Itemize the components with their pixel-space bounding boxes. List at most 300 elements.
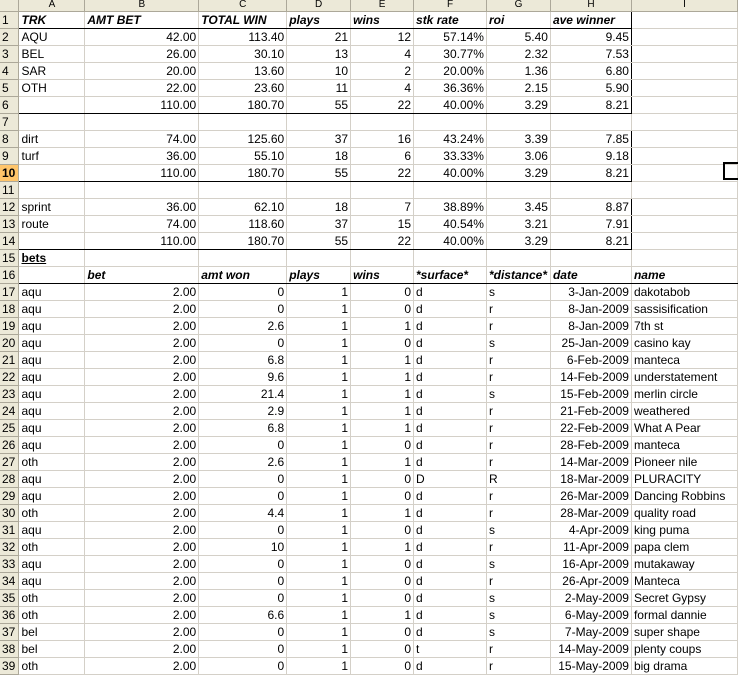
cell-i32[interactable]: papa clem: [631, 538, 737, 555]
cell-e23[interactable]: 1: [351, 385, 414, 402]
cell-f18[interactable]: d: [414, 300, 487, 317]
cell-d7[interactable]: [287, 113, 351, 130]
cell-f1[interactable]: stk rate: [414, 11, 487, 28]
cell-h38[interactable]: 14-May-2009: [550, 640, 631, 657]
cell-d4[interactable]: 10: [287, 62, 351, 79]
cell-b11[interactable]: [85, 181, 199, 198]
cell-f26[interactable]: d: [414, 436, 487, 453]
row-header-29[interactable]: 29: [0, 487, 19, 504]
column-header-b[interactable]: B: [85, 0, 199, 11]
cell-c15[interactable]: [199, 249, 287, 266]
cell-a26[interactable]: aqu: [19, 436, 85, 453]
cell-b33[interactable]: 2.00: [85, 555, 199, 572]
cell-a33[interactable]: aqu: [19, 555, 85, 572]
cell-i21[interactable]: manteca: [631, 351, 737, 368]
cell-h2[interactable]: 9.45: [550, 28, 631, 45]
cell-d6[interactable]: 55: [287, 96, 351, 113]
cell-f32[interactable]: d: [414, 538, 487, 555]
cell-h9[interactable]: 9.18: [550, 147, 631, 164]
cell-i20[interactable]: casino kay: [631, 334, 737, 351]
cell-h12[interactable]: 8.87: [550, 198, 631, 215]
cell-b23[interactable]: 2.00: [85, 385, 199, 402]
cell-b1[interactable]: AMT BET: [85, 11, 199, 28]
cell-c10[interactable]: 180.70: [199, 164, 287, 181]
cell-c12[interactable]: 62.10: [199, 198, 287, 215]
cell-f36[interactable]: d: [414, 606, 487, 623]
cell-d29[interactable]: 1: [287, 487, 351, 504]
row-header-31[interactable]: 31: [0, 521, 19, 538]
row-header-15[interactable]: 15: [0, 249, 19, 266]
cell-i1[interactable]: [631, 11, 737, 28]
cell-g6[interactable]: 3.29: [486, 96, 550, 113]
cell-g23[interactable]: s: [486, 385, 550, 402]
cell-b24[interactable]: 2.00: [85, 402, 199, 419]
cell-a6[interactable]: [19, 96, 85, 113]
row-header-36[interactable]: 36: [0, 606, 19, 623]
cell-d32[interactable]: 1: [287, 538, 351, 555]
cell-e13[interactable]: 15: [351, 215, 414, 232]
cell-a35[interactable]: oth: [19, 589, 85, 606]
cell-d12[interactable]: 18: [287, 198, 351, 215]
cell-b6[interactable]: 110.00: [85, 96, 199, 113]
cell-a36[interactable]: oth: [19, 606, 85, 623]
cell-c39[interactable]: 0: [199, 657, 287, 674]
cell-i18[interactable]: sassisification: [631, 300, 737, 317]
cell-g26[interactable]: r: [486, 436, 550, 453]
cell-d8[interactable]: 37: [287, 130, 351, 147]
column-header-d[interactable]: D: [287, 0, 351, 11]
cell-c37[interactable]: 0: [199, 623, 287, 640]
cell-f7[interactable]: [414, 113, 487, 130]
cell-e24[interactable]: 1: [351, 402, 414, 419]
row-header-24[interactable]: 24: [0, 402, 19, 419]
cell-e28[interactable]: 0: [351, 470, 414, 487]
row-header-22[interactable]: 22: [0, 368, 19, 385]
cell-c2[interactable]: 113.40: [199, 28, 287, 45]
cell-d38[interactable]: 1: [287, 640, 351, 657]
cell-f12[interactable]: 38.89%: [414, 198, 487, 215]
cell-f19[interactable]: d: [414, 317, 487, 334]
cell-c5[interactable]: 23.60: [199, 79, 287, 96]
cell-g20[interactable]: s: [486, 334, 550, 351]
cell-e25[interactable]: 1: [351, 419, 414, 436]
cell-c36[interactable]: 6.6: [199, 606, 287, 623]
cell-c33[interactable]: 0: [199, 555, 287, 572]
cell-a37[interactable]: bel: [19, 623, 85, 640]
cell-i4[interactable]: [631, 62, 737, 79]
cell-i23[interactable]: merlin circle: [631, 385, 737, 402]
cell-f39[interactable]: d: [414, 657, 487, 674]
cell-f10[interactable]: 40.00%: [414, 164, 487, 181]
cell-b27[interactable]: 2.00: [85, 453, 199, 470]
cell-g3[interactable]: 2.32: [486, 45, 550, 62]
cell-c38[interactable]: 0: [199, 640, 287, 657]
cell-d9[interactable]: 18: [287, 147, 351, 164]
cell-a27[interactable]: oth: [19, 453, 85, 470]
cell-c32[interactable]: 10: [199, 538, 287, 555]
cell-i22[interactable]: understatement: [631, 368, 737, 385]
row-header-4[interactable]: 4: [0, 62, 19, 79]
cell-c20[interactable]: 0: [199, 334, 287, 351]
cell-h20[interactable]: 25-Jan-2009: [550, 334, 631, 351]
cell-f16[interactable]: *surface*: [414, 266, 487, 283]
cell-b19[interactable]: 2.00: [85, 317, 199, 334]
cell-h6[interactable]: 8.21: [550, 96, 631, 113]
row-header-16[interactable]: 16: [0, 266, 19, 283]
cell-i27[interactable]: Pioneer nile: [631, 453, 737, 470]
cell-h17[interactable]: 3-Jan-2009: [550, 283, 631, 300]
cell-e36[interactable]: 1: [351, 606, 414, 623]
cell-h35[interactable]: 2-May-2009: [550, 589, 631, 606]
cell-b13[interactable]: 74.00: [85, 215, 199, 232]
cell-g17[interactable]: s: [486, 283, 550, 300]
cell-i9[interactable]: [631, 147, 737, 164]
cell-e20[interactable]: 0: [351, 334, 414, 351]
cell-f8[interactable]: 43.24%: [414, 130, 487, 147]
cell-a38[interactable]: bel: [19, 640, 85, 657]
cell-g21[interactable]: r: [486, 351, 550, 368]
cell-i8[interactable]: [631, 130, 737, 147]
cell-c19[interactable]: 2.6: [199, 317, 287, 334]
cell-h16[interactable]: date: [550, 266, 631, 283]
cell-e16[interactable]: wins: [351, 266, 414, 283]
cell-a34[interactable]: aqu: [19, 572, 85, 589]
cell-e9[interactable]: 6: [351, 147, 414, 164]
cell-a11[interactable]: [19, 181, 85, 198]
cell-b7[interactable]: [85, 113, 199, 130]
cell-a1[interactable]: TRK: [19, 11, 85, 28]
column-header-a[interactable]: A: [19, 0, 85, 11]
cell-c29[interactable]: 0: [199, 487, 287, 504]
cell-h24[interactable]: 21-Feb-2009: [550, 402, 631, 419]
cell-b10[interactable]: 110.00: [85, 164, 199, 181]
select-all-corner[interactable]: [0, 0, 19, 11]
cell-e5[interactable]: 4: [351, 79, 414, 96]
cell-g22[interactable]: r: [486, 368, 550, 385]
cell-h22[interactable]: 14-Feb-2009: [550, 368, 631, 385]
row-header-19[interactable]: 19: [0, 317, 19, 334]
row-header-21[interactable]: 21: [0, 351, 19, 368]
cell-b37[interactable]: 2.00: [85, 623, 199, 640]
cell-b4[interactable]: 20.00: [85, 62, 199, 79]
cell-a24[interactable]: aqu: [19, 402, 85, 419]
cell-a23[interactable]: aqu: [19, 385, 85, 402]
cell-f29[interactable]: d: [414, 487, 487, 504]
cell-a31[interactable]: aqu: [19, 521, 85, 538]
cell-e8[interactable]: 16: [351, 130, 414, 147]
cell-i30[interactable]: quality road: [631, 504, 737, 521]
cell-b16[interactable]: bet: [85, 266, 199, 283]
cell-d21[interactable]: 1: [287, 351, 351, 368]
cell-g14[interactable]: 3.29: [486, 232, 550, 249]
cell-e4[interactable]: 2: [351, 62, 414, 79]
cell-c6[interactable]: 180.70: [199, 96, 287, 113]
cell-c9[interactable]: 55.10: [199, 147, 287, 164]
cell-a9[interactable]: turf: [19, 147, 85, 164]
cell-b21[interactable]: 2.00: [85, 351, 199, 368]
cell-c34[interactable]: 0: [199, 572, 287, 589]
cell-f4[interactable]: 20.00%: [414, 62, 487, 79]
row-header-18[interactable]: 18: [0, 300, 19, 317]
cell-h3[interactable]: 7.53: [550, 45, 631, 62]
cell-e26[interactable]: 0: [351, 436, 414, 453]
cell-i15[interactable]: [631, 249, 737, 266]
cell-f34[interactable]: d: [414, 572, 487, 589]
cell-c27[interactable]: 2.6: [199, 453, 287, 470]
column-header-c[interactable]: C: [199, 0, 287, 11]
cell-i34[interactable]: Manteca: [631, 572, 737, 589]
cell-c23[interactable]: 21.4: [199, 385, 287, 402]
row-header-9[interactable]: 9: [0, 147, 19, 164]
cell-d27[interactable]: 1: [287, 453, 351, 470]
cell-h10[interactable]: 8.21: [550, 164, 631, 181]
cell-d15[interactable]: [287, 249, 351, 266]
cell-e33[interactable]: 0: [351, 555, 414, 572]
cell-i12[interactable]: [631, 198, 737, 215]
cell-e14[interactable]: 22: [351, 232, 414, 249]
cell-d5[interactable]: 11: [287, 79, 351, 96]
cell-i16[interactable]: name: [631, 266, 737, 283]
cell-b31[interactable]: 2.00: [85, 521, 199, 538]
cell-i6[interactable]: [631, 96, 737, 113]
row-header-23[interactable]: 23: [0, 385, 19, 402]
cell-e11[interactable]: [351, 181, 414, 198]
cell-b35[interactable]: 2.00: [85, 589, 199, 606]
cell-g34[interactable]: r: [486, 572, 550, 589]
cell-i10[interactable]: [631, 164, 737, 181]
cell-g30[interactable]: r: [486, 504, 550, 521]
cell-f25[interactable]: d: [414, 419, 487, 436]
row-header-37[interactable]: 37: [0, 623, 19, 640]
cell-g9[interactable]: 3.06: [486, 147, 550, 164]
cell-i5[interactable]: [631, 79, 737, 96]
cell-a30[interactable]: oth: [19, 504, 85, 521]
cell-g37[interactable]: s: [486, 623, 550, 640]
cell-b3[interactable]: 26.00: [85, 45, 199, 62]
cell-d31[interactable]: 1: [287, 521, 351, 538]
cell-c14[interactable]: 180.70: [199, 232, 287, 249]
cell-h34[interactable]: 26-Apr-2009: [550, 572, 631, 589]
cell-d18[interactable]: 1: [287, 300, 351, 317]
cell-g35[interactable]: s: [486, 589, 550, 606]
cell-g25[interactable]: r: [486, 419, 550, 436]
cell-f6[interactable]: 40.00%: [414, 96, 487, 113]
cell-b25[interactable]: 2.00: [85, 419, 199, 436]
cell-c17[interactable]: 0: [199, 283, 287, 300]
cell-h25[interactable]: 22-Feb-2009: [550, 419, 631, 436]
cell-e22[interactable]: 1: [351, 368, 414, 385]
row-header-20[interactable]: 20: [0, 334, 19, 351]
cell-e30[interactable]: 1: [351, 504, 414, 521]
cell-a5[interactable]: OTH: [19, 79, 85, 96]
cell-h26[interactable]: 28-Feb-2009: [550, 436, 631, 453]
cell-a29[interactable]: aqu: [19, 487, 85, 504]
cell-c25[interactable]: 6.8: [199, 419, 287, 436]
row-header-38[interactable]: 38: [0, 640, 19, 657]
cell-g36[interactable]: s: [486, 606, 550, 623]
cell-d17[interactable]: 1: [287, 283, 351, 300]
cell-d24[interactable]: 1: [287, 402, 351, 419]
cell-a7[interactable]: [19, 113, 85, 130]
cell-h21[interactable]: 6-Feb-2009: [550, 351, 631, 368]
cell-g12[interactable]: 3.45: [486, 198, 550, 215]
cell-i14[interactable]: [631, 232, 737, 249]
cell-d1[interactable]: plays: [287, 11, 351, 28]
cell-f27[interactable]: d: [414, 453, 487, 470]
cell-f21[interactable]: d: [414, 351, 487, 368]
cell-c3[interactable]: 30.10: [199, 45, 287, 62]
cell-g11[interactable]: [486, 181, 550, 198]
cell-h29[interactable]: 26-Mar-2009: [550, 487, 631, 504]
cell-b20[interactable]: 2.00: [85, 334, 199, 351]
cell-a18[interactable]: aqu: [19, 300, 85, 317]
cell-a15[interactable]: bets: [19, 249, 85, 266]
cell-b32[interactable]: 2.00: [85, 538, 199, 555]
cell-g18[interactable]: r: [486, 300, 550, 317]
cell-h23[interactable]: 15-Feb-2009: [550, 385, 631, 402]
cell-i3[interactable]: [631, 45, 737, 62]
cell-h30[interactable]: 28-Mar-2009: [550, 504, 631, 521]
cell-f38[interactable]: t: [414, 640, 487, 657]
cell-d11[interactable]: [287, 181, 351, 198]
cell-h27[interactable]: 14-Mar-2009: [550, 453, 631, 470]
row-header-7[interactable]: 7: [0, 113, 19, 130]
cell-d34[interactable]: 1: [287, 572, 351, 589]
cell-i29[interactable]: Dancing Robbins: [631, 487, 737, 504]
cell-e34[interactable]: 0: [351, 572, 414, 589]
cell-a39[interactable]: oth: [19, 657, 85, 674]
cell-i25[interactable]: What A Pear: [631, 419, 737, 436]
cell-e3[interactable]: 4: [351, 45, 414, 62]
cell-f24[interactable]: d: [414, 402, 487, 419]
cell-b2[interactable]: 42.00: [85, 28, 199, 45]
cell-c7[interactable]: [199, 113, 287, 130]
cell-b15[interactable]: [85, 249, 199, 266]
row-header-13[interactable]: 13: [0, 215, 19, 232]
row-header-12[interactable]: 12: [0, 198, 19, 215]
cell-i37[interactable]: super shape: [631, 623, 737, 640]
cell-g38[interactable]: r: [486, 640, 550, 657]
cell-b30[interactable]: 2.00: [85, 504, 199, 521]
cell-f5[interactable]: 36.36%: [414, 79, 487, 96]
cell-g24[interactable]: r: [486, 402, 550, 419]
cell-b22[interactable]: 2.00: [85, 368, 199, 385]
column-header-f[interactable]: F: [414, 0, 487, 11]
cell-d39[interactable]: 1: [287, 657, 351, 674]
cell-e21[interactable]: 1: [351, 351, 414, 368]
cell-i35[interactable]: Secret Gypsy: [631, 589, 737, 606]
cell-d23[interactable]: 1: [287, 385, 351, 402]
cell-h11[interactable]: [550, 181, 631, 198]
cell-h7[interactable]: [550, 113, 631, 130]
cell-i38[interactable]: plenty coups: [631, 640, 737, 657]
row-header-34[interactable]: 34: [0, 572, 19, 589]
cell-h39[interactable]: 15-May-2009: [550, 657, 631, 674]
cell-e17[interactable]: 0: [351, 283, 414, 300]
cell-d35[interactable]: 1: [287, 589, 351, 606]
cell-h31[interactable]: 4-Apr-2009: [550, 521, 631, 538]
cell-c35[interactable]: 0: [199, 589, 287, 606]
cell-a22[interactable]: aqu: [19, 368, 85, 385]
column-header-h[interactable]: H: [550, 0, 631, 11]
cell-d20[interactable]: 1: [287, 334, 351, 351]
cell-d19[interactable]: 1: [287, 317, 351, 334]
cell-d30[interactable]: 1: [287, 504, 351, 521]
row-header-25[interactable]: 25: [0, 419, 19, 436]
cell-a4[interactable]: SAR: [19, 62, 85, 79]
cell-c26[interactable]: 0: [199, 436, 287, 453]
row-header-30[interactable]: 30: [0, 504, 19, 521]
cell-h33[interactable]: 16-Apr-2009: [550, 555, 631, 572]
cell-g19[interactable]: r: [486, 317, 550, 334]
cell-c11[interactable]: [199, 181, 287, 198]
cell-d16[interactable]: plays: [287, 266, 351, 283]
cell-b29[interactable]: 2.00: [85, 487, 199, 504]
cell-h18[interactable]: 8-Jan-2009: [550, 300, 631, 317]
cell-c31[interactable]: 0: [199, 521, 287, 538]
cell-f28[interactable]: D: [414, 470, 487, 487]
cell-f20[interactable]: d: [414, 334, 487, 351]
row-header-8[interactable]: 8: [0, 130, 19, 147]
cell-a16[interactable]: [19, 266, 85, 283]
cell-i39[interactable]: big drama: [631, 657, 737, 674]
cell-i2[interactable]: [631, 28, 737, 45]
cell-a20[interactable]: aqu: [19, 334, 85, 351]
cell-g16[interactable]: *distance*: [486, 266, 550, 283]
cell-c30[interactable]: 4.4: [199, 504, 287, 521]
cell-b8[interactable]: 74.00: [85, 130, 199, 147]
cell-d36[interactable]: 1: [287, 606, 351, 623]
cell-h15[interactable]: [550, 249, 631, 266]
cell-f30[interactable]: d: [414, 504, 487, 521]
cell-c13[interactable]: 118.60: [199, 215, 287, 232]
cell-g5[interactable]: 2.15: [486, 79, 550, 96]
cell-b34[interactable]: 2.00: [85, 572, 199, 589]
cell-d10[interactable]: 55: [287, 164, 351, 181]
cell-f35[interactable]: d: [414, 589, 487, 606]
cell-g15[interactable]: [486, 249, 550, 266]
cell-e1[interactable]: wins: [351, 11, 414, 28]
cell-c8[interactable]: 125.60: [199, 130, 287, 147]
cell-c18[interactable]: 0: [199, 300, 287, 317]
cell-g29[interactable]: r: [486, 487, 550, 504]
cell-b28[interactable]: 2.00: [85, 470, 199, 487]
cell-d25[interactable]: 1: [287, 419, 351, 436]
cell-e7[interactable]: [351, 113, 414, 130]
cell-g39[interactable]: r: [486, 657, 550, 674]
cell-e27[interactable]: 1: [351, 453, 414, 470]
cell-d13[interactable]: 37: [287, 215, 351, 232]
cell-h13[interactable]: 7.91: [550, 215, 631, 232]
cell-g2[interactable]: 5.40: [486, 28, 550, 45]
row-header-17[interactable]: 17: [0, 283, 19, 300]
cell-h28[interactable]: 18-Mar-2009: [550, 470, 631, 487]
row-header-3[interactable]: 3: [0, 45, 19, 62]
cell-c4[interactable]: 13.60: [199, 62, 287, 79]
cell-f22[interactable]: d: [414, 368, 487, 385]
cell-h14[interactable]: 8.21: [550, 232, 631, 249]
cell-g28[interactable]: R: [486, 470, 550, 487]
cell-h1[interactable]: ave winner: [550, 11, 631, 28]
cell-i26[interactable]: manteca: [631, 436, 737, 453]
cell-e38[interactable]: 0: [351, 640, 414, 657]
row-header-39[interactable]: 39: [0, 657, 19, 674]
cell-e19[interactable]: 1: [351, 317, 414, 334]
cell-f17[interactable]: d: [414, 283, 487, 300]
cell-d22[interactable]: 1: [287, 368, 351, 385]
cell-b38[interactable]: 2.00: [85, 640, 199, 657]
cell-d37[interactable]: 1: [287, 623, 351, 640]
